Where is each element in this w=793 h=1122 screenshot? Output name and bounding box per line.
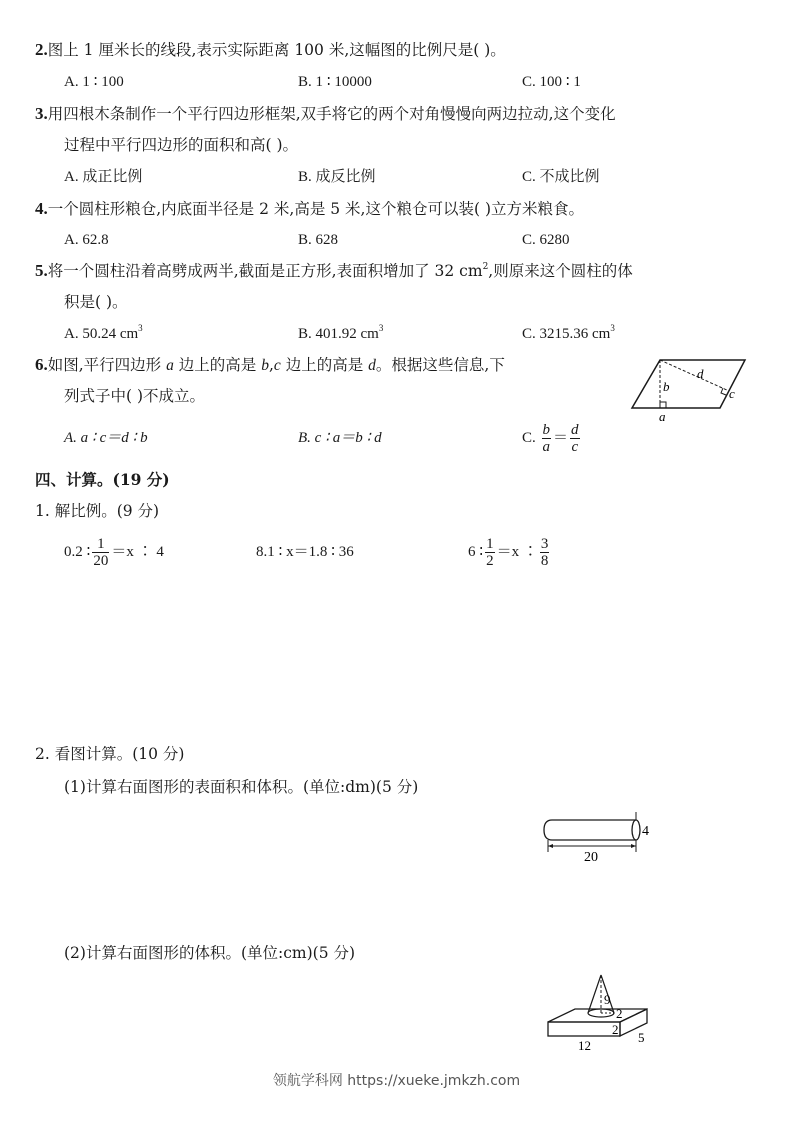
cylinder-left-end [544, 820, 552, 840]
calc-2-part-2: (2)计算右面图形的体积。(单位:cm)(5 分) [64, 944, 356, 962]
calc-2-part-1: (1)计算右面图形的表面积和体积。(单位:dm)(5 分) [64, 778, 419, 796]
parallelogram-figure [625, 355, 775, 425]
box-height-label: 2 [612, 1022, 619, 1037]
cone-on-cuboid-figure [540, 972, 665, 1070]
q4-option-c: C. 6280 [522, 232, 570, 248]
footer-watermark: 领航学科网 https://xueke.jmkzh.com [272, 1073, 521, 1089]
q4-option-b: B. 628 [298, 232, 339, 248]
q5-option-c: C. 3215.36 $cm^3$ [522, 323, 615, 342]
section-4-title: 四、计算。(19 分) [35, 470, 170, 489]
fraction-d-over-c: $\frac{d}{c}$ [571, 422, 579, 456]
q6-option-b: B. c ∶ a＝b ∶ d [298, 430, 382, 446]
question-6-line2: 列式子中( )不成立。 [64, 387, 206, 405]
q3-option-a: A. 成正比例 [64, 169, 143, 185]
q2-option-b: B. 1 ∶ 10000 [298, 74, 372, 90]
cuboid-front [548, 1022, 620, 1036]
right-angle-mark-a [660, 402, 666, 408]
calc-1-title: 1. 解比例。(9 分) [35, 502, 160, 520]
question-4: 4.一个圆柱形粮仓,内底面半径是 2 米,高是 5 米,这个粮仓可以装( )立方米粮食。 [35, 199, 584, 218]
fraction-3-over-8: $\frac{3}{8}$ [540, 536, 549, 570]
q2-option-c: C. 100 ∶ 1 [522, 74, 581, 90]
question-5-line2: 积是( )。 [64, 293, 128, 311]
proportion-equation-3: 6 ∶ $\frac{1}{2}$ ＝x ∶ $\frac{3}{8}$ [468, 536, 549, 570]
q4-option-a: A. 62.8 [64, 232, 109, 248]
question-3: 3.用四根木条制作一个平行四边形框架,双手将它的两个对角慢慢向两边拉动,这个变化 [35, 104, 616, 123]
cone-height-label: 9 [604, 992, 611, 1007]
box-width-label: 5 [638, 1030, 645, 1045]
diameter-label: 4 [642, 824, 649, 839]
question-6: 6.如图,平行四边形 a 边上的高是 b,c 边上的高是 d。根据这些信息,下 [35, 355, 505, 374]
q3-option-b: B. 成反比例 [298, 169, 376, 185]
q2-option-a: A. 1 ∶ 100 [64, 74, 124, 90]
height-d-line [660, 360, 729, 391]
box-length-label: 12 [578, 1038, 591, 1053]
label-b: b [663, 379, 670, 394]
length-label: 20 [584, 850, 598, 864]
cone-radius-label: 2 [616, 1006, 623, 1021]
proportion-equation-2: 8.1 ∶ x＝1.8 ∶ 36 [256, 544, 354, 560]
q5-option-a: A. 50.24 $cm^3$ [64, 323, 143, 342]
question-5: 5.将一个圆柱沿着高劈成两半,截面是正方形,表面积增加了 32 $cm^2$,则原来这个圆柱的体 [35, 261, 633, 280]
label-a: a [659, 409, 666, 424]
q5-option-b: B. 401.92 $cm^3$ [298, 323, 384, 342]
label-c: c [729, 386, 735, 401]
proportion-equation-1: 0.2 ∶ $\frac{1}{20}$ ＝x ∶ 4 [64, 536, 164, 570]
question-3-line2: 过程中平行四边形的面积和高( )。 [64, 136, 299, 154]
fraction-1-over-2: $\frac{1}{2}$ [486, 536, 494, 570]
fraction-b-over-a: $\frac{b}{a}$ [542, 422, 551, 456]
fraction-1-over-20: $\frac{1}{20}$ [93, 536, 109, 570]
question-2: 2.图上 1 厘米长的线段,表示实际距离 100 米,这幅图的比例尺是( )。 [35, 40, 506, 59]
length-arrow-left [548, 844, 553, 848]
q6-option-a: A. a ∶ c＝d ∶ b [64, 430, 148, 446]
cylinder-right-end [632, 820, 640, 840]
cylinder-figure [540, 812, 660, 864]
label-d: d [697, 366, 704, 381]
q6-option-c: C. $\frac{b}{a}$ ＝ $\frac{d}{c}$ [522, 422, 579, 456]
length-arrow-right [631, 844, 636, 848]
cone-left-edge [588, 975, 601, 1013]
q3-option-c: C. 不成比例 [522, 169, 600, 185]
calc-2-title: 2. 看图计算。(10 分) [35, 745, 185, 763]
